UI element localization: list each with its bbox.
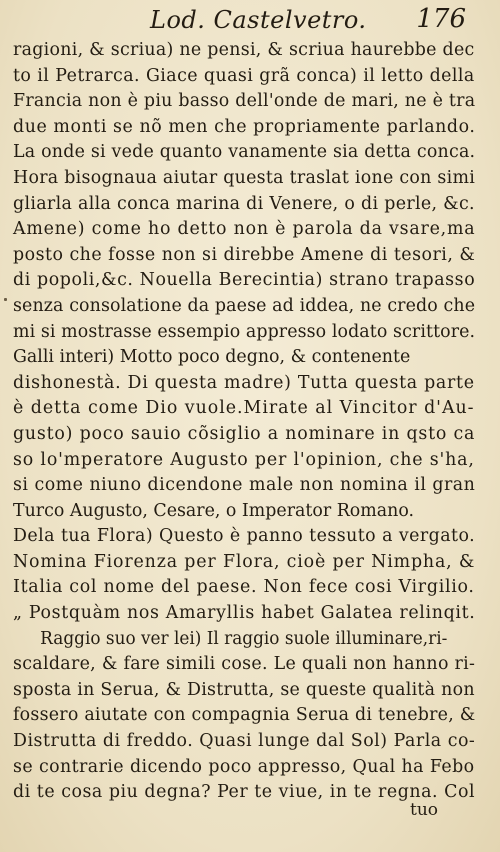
text-line: Dela tua Flora) Questo è panno tessuto a vergato. (13, 526, 476, 547)
text-line: gusto) poco sauio cõsiglio a nominare in qsto ca (13, 423, 476, 444)
text-line: mi si mostrasse essempio appresso lodato scrittore. (13, 321, 476, 342)
text-line: Italia col nome del paese. Non fece cosi Virgilio. (13, 577, 475, 598)
text-line: scaldare, & fare simili cose. Le quali non hanno ri- (13, 654, 476, 675)
text-line: Hora bisognaua aiutar questa traslat ione con simi (13, 167, 476, 188)
text-line: gliarla alla conca marina di Venere, o di perle, &c. (13, 193, 475, 214)
catchword: tuo (409, 800, 438, 820)
text-line: Nomina Fiorenza per Flora, cioè per Nimpha, & (13, 551, 476, 572)
page-header (0, 2, 500, 38)
text-line: La onde si vede quanto vanamente sia detta conca. (13, 142, 476, 163)
text-line: so lo'mperatore Augusto per l'opinion, che s'ha, (13, 449, 475, 470)
text-line: se contrarie dicendo poco appresso, Qual ha Febo (13, 756, 475, 777)
text-line: posto che fosse non si direbbe Amene di tesori, & (13, 244, 476, 265)
text-line: Distrutta di freddo. Quasi lunge dal Sol) Parla co- (13, 731, 476, 752)
text-body (13, 38, 476, 806)
text-line: senza consolatione da paese ad iddea, ne credo che (13, 295, 476, 316)
running-title: Lod. Castelvetro. (150, 6, 367, 34)
text-line: fossero aiutate con compagnia Serua di tenebre, & (13, 705, 476, 726)
text-line: di te cosa piu degna? Per te viue, in te regna. Col (13, 782, 476, 803)
text-line: „ Postquàm nos Amaryllis habet Galatea relinqit. (13, 603, 476, 624)
text-line: sposta in Serua, & Distrutta, se queste qualità non (13, 679, 475, 700)
margin-mark (4, 298, 7, 301)
page-number: 176 (416, 4, 466, 34)
text-line: Amene) come ho detto non è parola da vsare,ma (13, 219, 476, 240)
text-line: si come niuno dicendone male non nomina il gran (13, 475, 476, 496)
text-line: dishonestà. Di questa madre) Tutta questa parte (13, 372, 475, 393)
text-line: Turco Augusto, Cesare, o Imperator Romano. (13, 500, 415, 521)
text-line: ragioni, & scriua) ne pensi, & scriua haurebbe dec (13, 40, 475, 60)
text-line: due monti se nõ men che propriamente parlando. (13, 116, 476, 137)
text-line: Galli interi) Motto poco degno, & contenente (13, 347, 411, 368)
text-line: è detta come Dio vuole.Mirate al Vincitor d'Au- (13, 398, 475, 419)
text-line: to il Petrarca. Giace quasi grã conca) il letto della (13, 65, 475, 86)
text-line: Francia non è piu basso dell'onde de mari, ne è tra (13, 91, 476, 112)
text-line: di popoli,&c. Nouella Berecintia) strano trapasso (13, 270, 476, 291)
text-line: Raggio suo ver lei) Il raggio suole illuminare,ri- (40, 628, 448, 649)
